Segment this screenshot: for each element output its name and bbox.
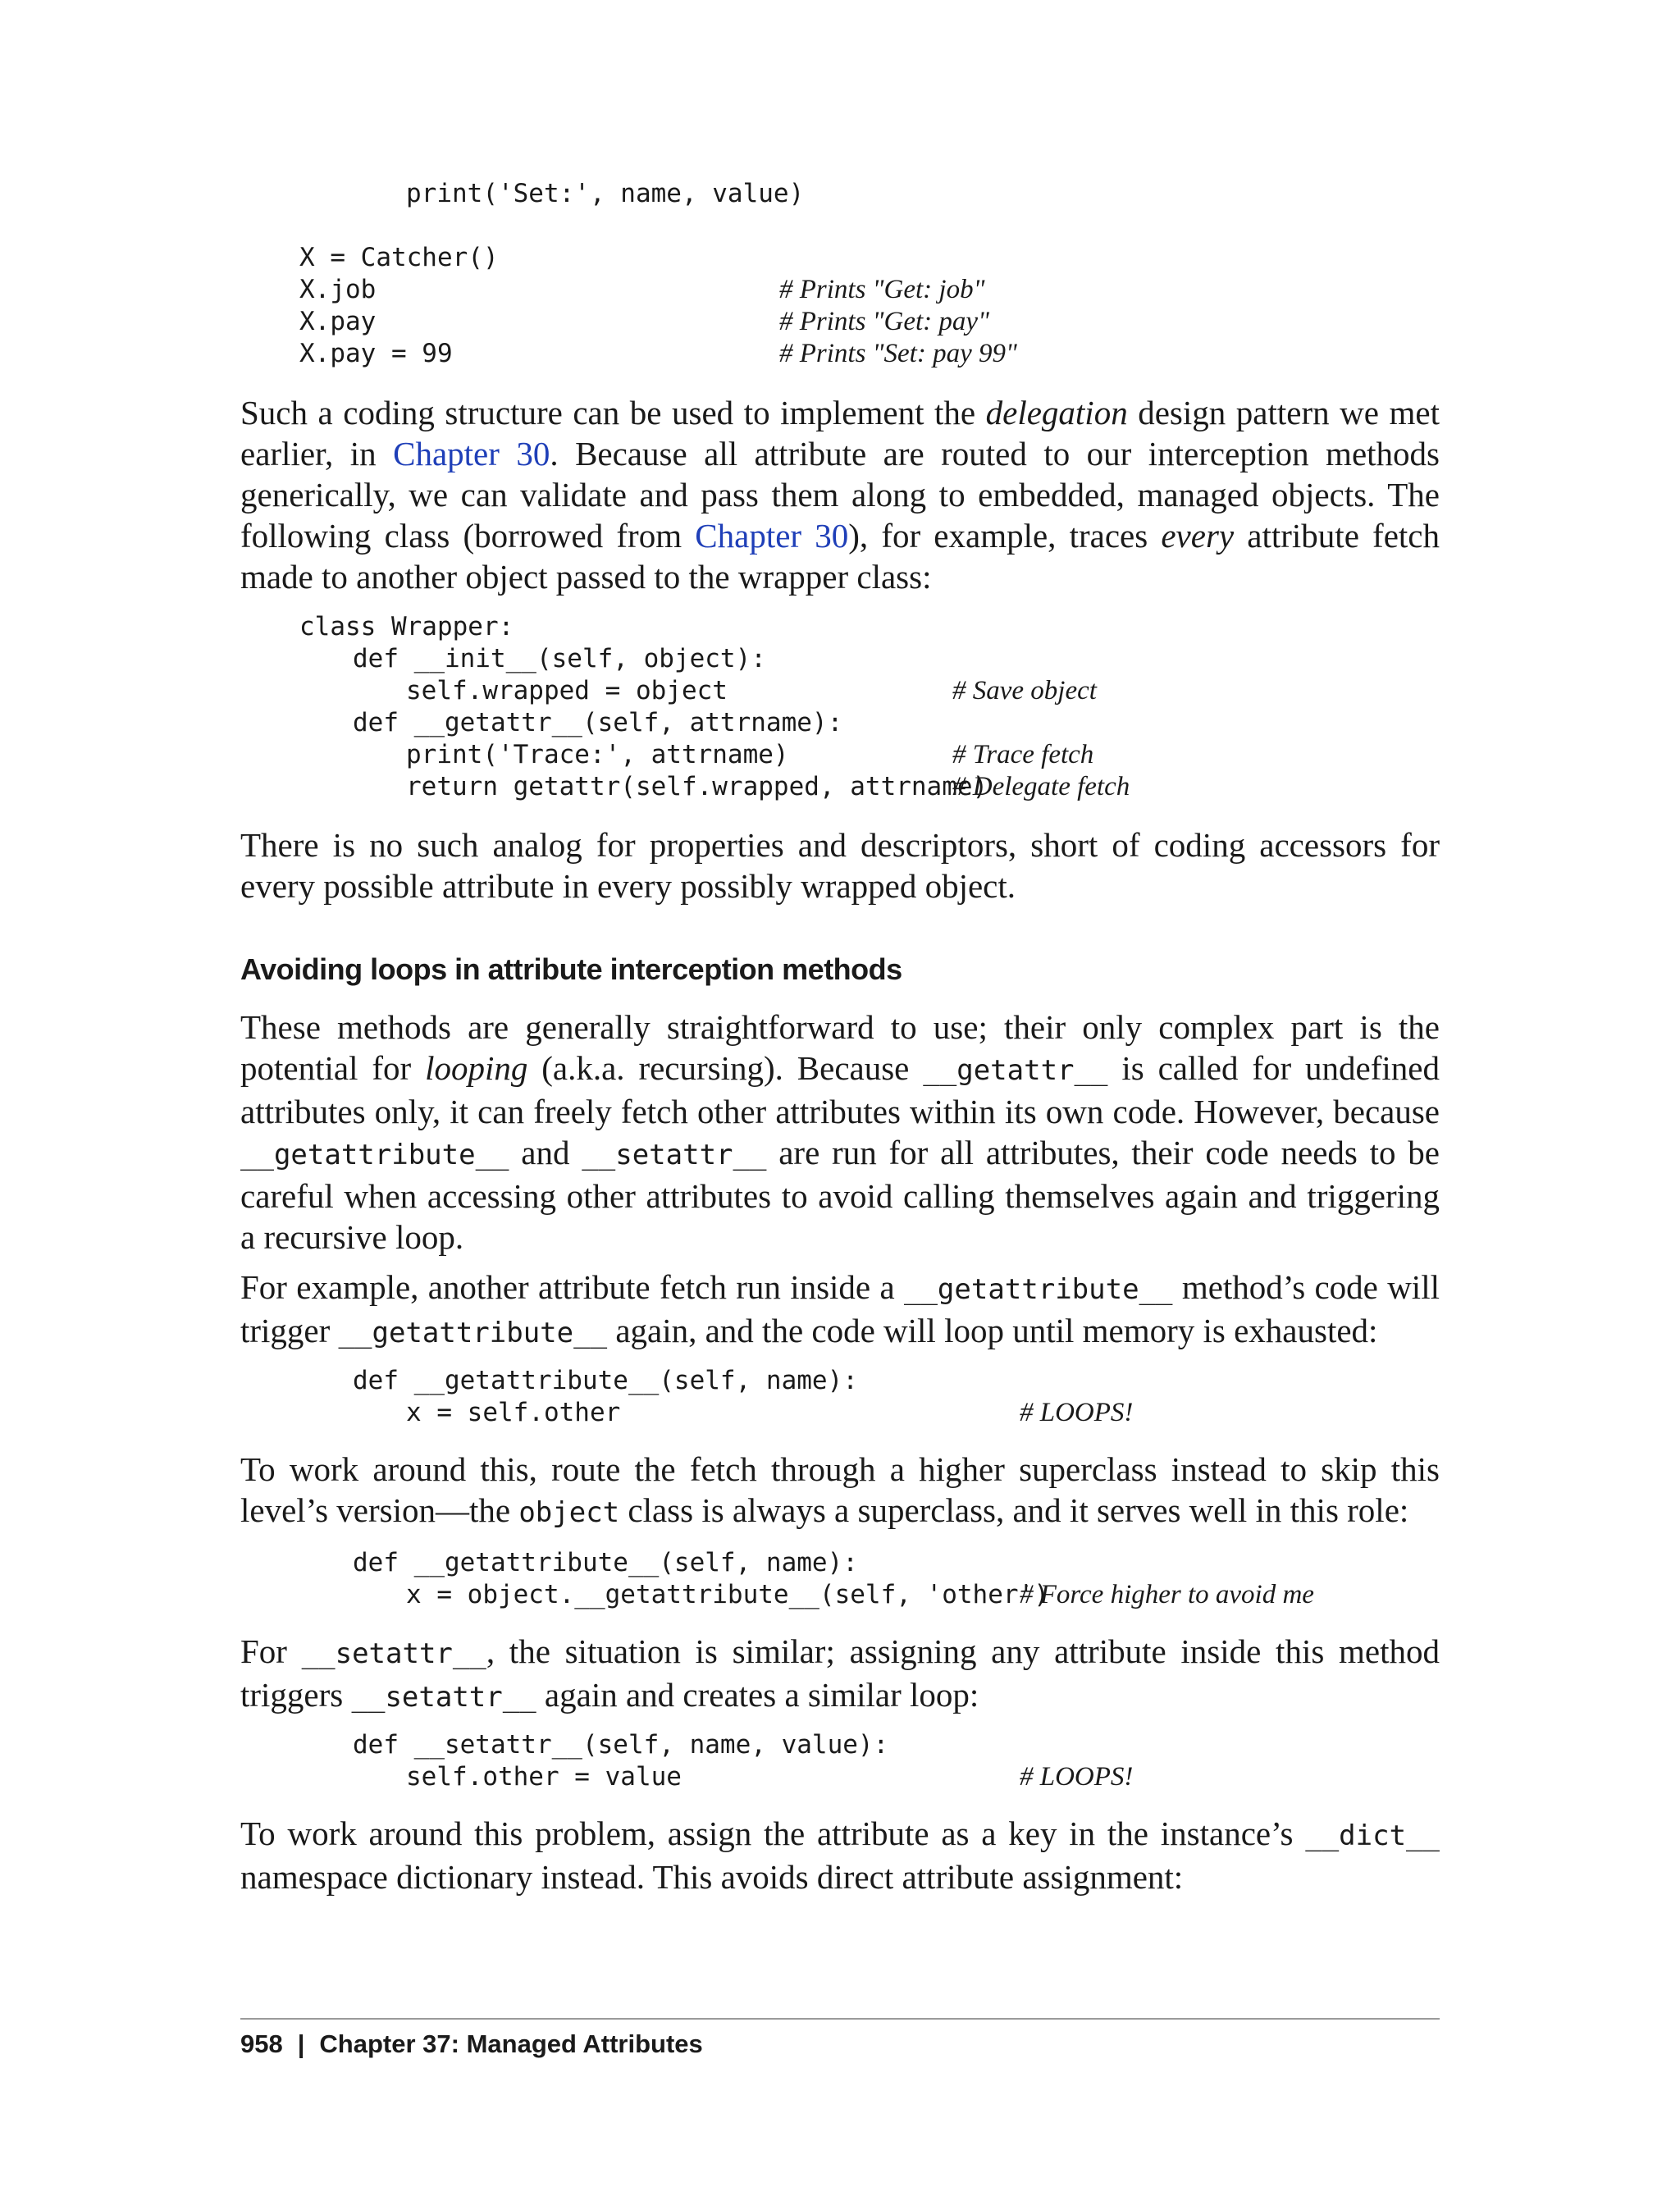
text-run: To work around this problem, assign the attribute as a key in the instance’s	[240, 1815, 1306, 1852]
code-text: class Wrapper:	[299, 612, 514, 641]
footer-separator: |	[297, 2029, 305, 2058]
code-text: x = object.__getattribute__(self, 'other')	[406, 1580, 1049, 1609]
text-run: To work around this, route the fetch through a higher superclass instead to skip this level’s version—the	[240, 1450, 1440, 1529]
footer-divider	[240, 2018, 1440, 2020]
code-comment: # Delegate fetch	[952, 772, 1130, 801]
code-text: print('Set:', name, value)	[406, 179, 805, 208]
text-run: ), for example, traces	[848, 517, 1162, 555]
code-comment: # Trace fetch	[952, 740, 1094, 769]
code-text: def __getattribute__(self, name):	[353, 1366, 858, 1395]
chapter-30-link[interactable]: Chapter 30	[695, 517, 849, 555]
text-run: are run for all attributes, their code needs to be careful when accessing other attributes to avoid calling themselves again and triggering a recursive loop.	[240, 1134, 1440, 1256]
text-run: class is always a superclass, and it serves well in this role:	[619, 1491, 1409, 1529]
code-line	[353, 1761, 1134, 1793]
text-run: (a.k.a. recursing). Because	[527, 1049, 924, 1087]
code-comment: # Prints "Get: job"	[779, 275, 985, 304]
code-comment: # Save object	[952, 676, 1097, 705]
inline-code: __getattribute__	[240, 1139, 509, 1171]
inline-code: __setattr__	[351, 1681, 536, 1714]
text-run: is called for undefined attributes only, it can freely fetch other attributes within its own code. However, because	[240, 1049, 1440, 1130]
emphasis-text: delegation	[985, 394, 1128, 431]
code-line	[299, 771, 1130, 803]
paragraph-superclass-route	[240, 1449, 1440, 1533]
code-blank-line	[299, 210, 804, 242]
code-line	[299, 178, 804, 210]
page-footer	[240, 2028, 703, 2061]
code-line	[353, 1579, 1314, 1611]
code-text: X.job	[299, 275, 377, 304]
code-line	[299, 242, 804, 274]
code-line	[299, 643, 988, 675]
code-comment: # Prints "Get: pay"	[779, 307, 989, 336]
text-run: , the situation is similar; assigning any attribute inside this method triggers	[240, 1632, 1440, 1714]
code-comment: # LOOPS!	[1020, 1762, 1134, 1792]
paragraph-dict-assignment	[240, 1813, 1440, 1897]
code-text: X.pay = 99	[299, 339, 453, 368]
code-text: X = Catcher()	[299, 243, 499, 272]
code-text: def __setattr__(self, name, value):	[353, 1730, 889, 1760]
code-text: def __getattribute__(self, name):	[353, 1548, 858, 1577]
inline-code: __getattribute__	[338, 1317, 608, 1349]
inline-code: __setattr__	[582, 1139, 767, 1171]
code-line	[299, 274, 985, 306]
page-number: 958	[240, 2029, 283, 2058]
paragraph-no-analog: There is no such analog for properties and descriptors, short of coding accessors for every possible attribute in every possibly wrapped object.	[240, 826, 1440, 905]
text-run: attribute fetch made to another object passed to the wrapper class:	[240, 517, 1440, 596]
inline-code: __setattr__	[301, 1637, 486, 1670]
code-text: def __init__(self, object):	[353, 644, 766, 673]
chapter-30-link[interactable]: Chapter 30	[393, 435, 550, 472]
inline-code: __getattribute__	[903, 1273, 1173, 1306]
code-line	[299, 306, 989, 338]
code-line	[299, 611, 988, 643]
text-run: For	[240, 1632, 302, 1670]
emphasis-text: every	[1161, 517, 1235, 555]
section-heading: Avoiding loops in attribute interception methods	[240, 952, 902, 986]
inline-code: __dict__	[1305, 1819, 1440, 1852]
paragraph-looping	[240, 1007, 1440, 1258]
code-block-wrapper	[299, 611, 1130, 803]
text-run: again, and the code will loop until memory is exhausted:	[607, 1312, 1378, 1349]
code-text: print('Trace:', attrname)	[406, 740, 789, 769]
paragraph-delegation	[240, 392, 1440, 597]
inline-code: __getattr__	[923, 1054, 1108, 1087]
code-block-getattribute-fix	[353, 1547, 1314, 1611]
code-text: def __getattr__(self, attrname):	[353, 708, 843, 737]
inline-code: object	[518, 1496, 620, 1529]
code-line	[353, 1397, 1134, 1429]
text-run: For example, another attribute fetch run inside a	[240, 1268, 904, 1306]
code-text: x = self.other	[406, 1398, 621, 1427]
chapter-title: Chapter 37: Managed Attributes	[319, 2029, 703, 2058]
text-run: These methods are generally straightforward to use; their only complex part is the potential for	[240, 1008, 1440, 1087]
code-text: X.pay	[299, 307, 377, 336]
code-line	[299, 739, 1094, 771]
paragraph-setattr	[240, 1631, 1440, 1718]
text-run: Such a coding structure can be used to implement the	[240, 394, 986, 431]
code-line	[299, 338, 1017, 370]
code-line	[353, 1547, 1049, 1579]
text-run: again and creates a similar loop:	[536, 1676, 979, 1714]
text-run: namespace dictionary instead. This avoids direct attribute assignment:	[240, 1858, 1184, 1896]
code-comment: # Prints "Set: pay 99"	[779, 339, 1017, 368]
text-run: method’s code will trigger	[240, 1268, 1440, 1349]
code-text: return getattr(self.wrapped, attrname)	[406, 772, 988, 801]
code-block-setattr-loop	[353, 1729, 1134, 1793]
text-run: design pattern we met earlier, in	[240, 394, 1440, 472]
code-text: self.other = value	[406, 1762, 682, 1792]
paragraph-getattribute-example	[240, 1267, 1440, 1354]
emphasis-text: looping	[425, 1049, 528, 1087]
code-block-catcher	[299, 178, 1017, 370]
code-comment: # Force higher to avoid me	[1020, 1580, 1314, 1609]
text-run: and	[509, 1134, 582, 1171]
code-line	[299, 707, 988, 739]
code-comment: # LOOPS!	[1020, 1398, 1134, 1427]
text-run: . Because all attribute are routed to our interception methods generically, we can validate and pass them along to embedded, managed objects. The following class (borrowed from	[240, 435, 1440, 555]
code-text: self.wrapped = object	[406, 676, 728, 705]
code-line	[299, 675, 1097, 707]
code-block-getattribute-loop	[353, 1365, 1134, 1429]
code-line	[353, 1729, 888, 1761]
code-line	[353, 1365, 858, 1397]
